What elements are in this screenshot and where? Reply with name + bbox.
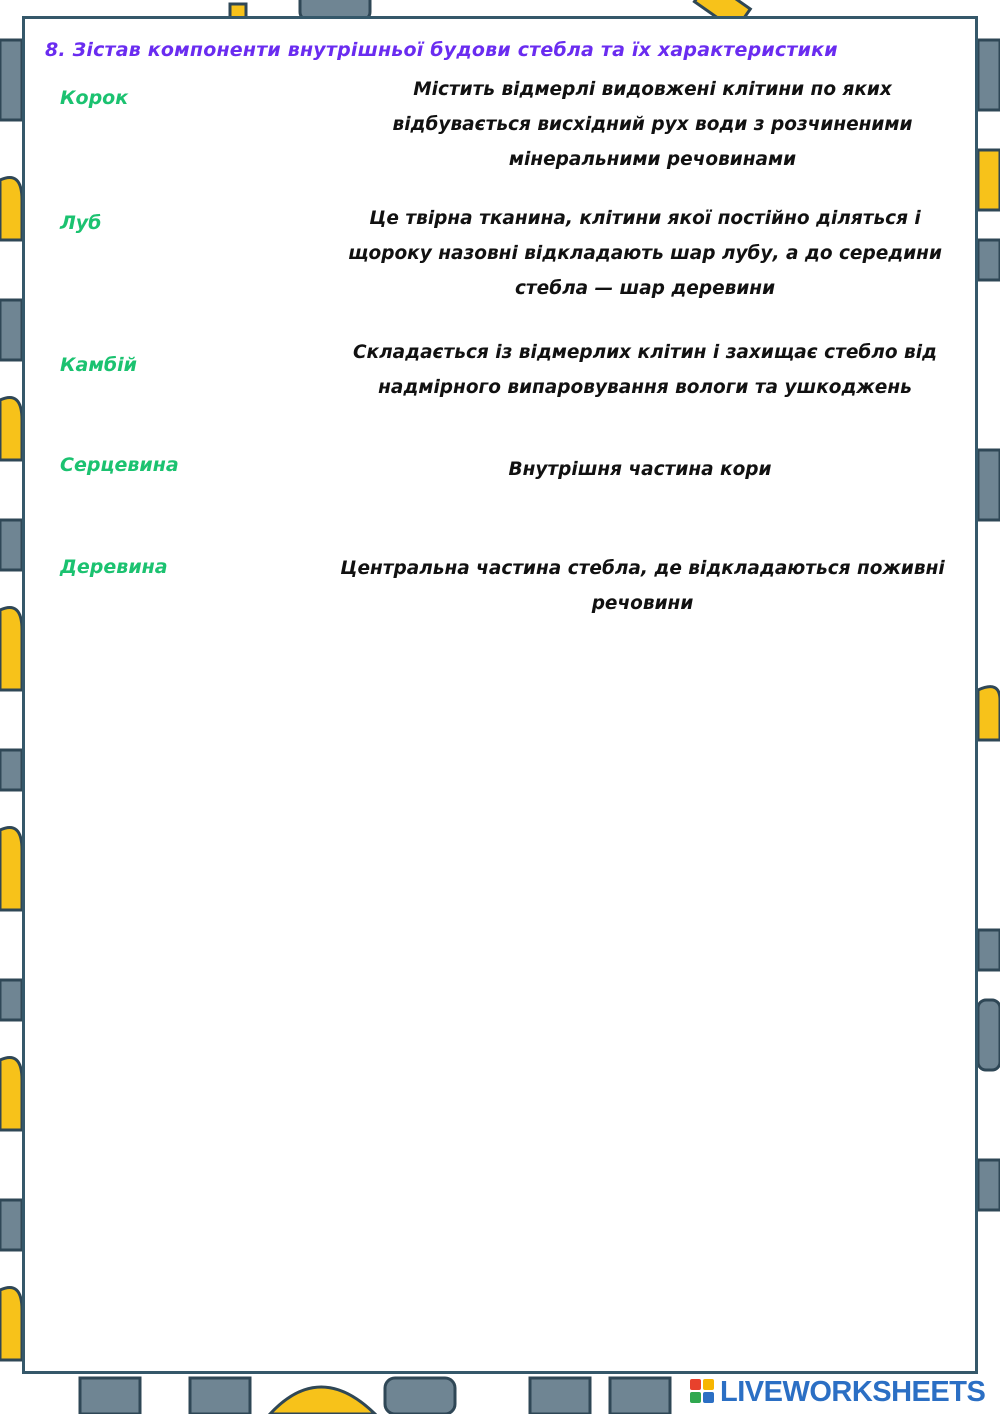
- wrench-icon: [610, 1378, 670, 1414]
- term-phloem[interactable]: Луб: [60, 212, 102, 234]
- hard-hat-icon: [978, 687, 1000, 740]
- description-5[interactable]: Центральна частина стебла, де відкладаються поживні речовини: [340, 558, 945, 614]
- wrench-icon: [978, 930, 1000, 970]
- wrench-icon: [978, 450, 1000, 520]
- hard-hat-icon: [0, 1058, 22, 1131]
- description-4[interactable]: Внутрішня частина кори: [508, 459, 772, 480]
- wrench-icon: [0, 520, 22, 570]
- wrench-icon: [0, 40, 22, 120]
- gear-icon: [978, 1000, 1000, 1070]
- worksheet-panel: [22, 16, 978, 1374]
- hard-hat-icon: [0, 178, 22, 241]
- wrench-icon: [0, 300, 22, 360]
- description-2[interactable]: Це твірна тканина, клітини якої постійно діляться і щороку назовні відкладають шар лубу, а до середини стебла — шар деревини: [348, 208, 942, 299]
- description-3[interactable]: Складається із відмерлих клітин і захищає стебло від надмірного випаровування вологи та ушкоджень: [352, 342, 938, 398]
- liveworksheets-logo[interactable]: [690, 1374, 985, 1410]
- gear-icon: [385, 1378, 455, 1414]
- wrench-icon: [190, 1378, 250, 1414]
- hard-hat-icon: [0, 828, 22, 911]
- hard-hat-icon: [0, 1288, 22, 1361]
- description-1[interactable]: Містить відмерлі видовжені клітини по яких відбувається висхідний рух води з розчиненими мінеральними речовинами: [392, 79, 913, 170]
- hard-hat-icon: [0, 608, 22, 691]
- term-cambium[interactable]: Камбій: [60, 354, 137, 376]
- wrench-icon: [0, 750, 22, 790]
- hard-hat-icon: [0, 398, 22, 461]
- wrench-icon: [978, 40, 1000, 110]
- wrench-icon: [80, 1378, 140, 1414]
- hard-hat-icon: [270, 1387, 375, 1414]
- wrench-icon: [0, 1200, 22, 1250]
- liveworksheets-logo-icon: [690, 1379, 716, 1405]
- logo-text: LIVEWORKSHEETS: [720, 1375, 986, 1408]
- term-cork[interactable]: Корок: [60, 87, 129, 109]
- wrench-icon: [530, 1378, 590, 1414]
- pencil-icon: [978, 150, 1000, 210]
- term-pith[interactable]: Серцевина: [60, 454, 179, 476]
- term-xylem[interactable]: Деревина: [60, 556, 168, 578]
- wrench-icon: [978, 1160, 1000, 1210]
- worksheet-title: 8. Зістав компоненти внутрішньої будови стебла та їх характеристики: [45, 39, 838, 61]
- wrench-icon: [0, 980, 22, 1020]
- wrench-icon: [978, 240, 1000, 280]
